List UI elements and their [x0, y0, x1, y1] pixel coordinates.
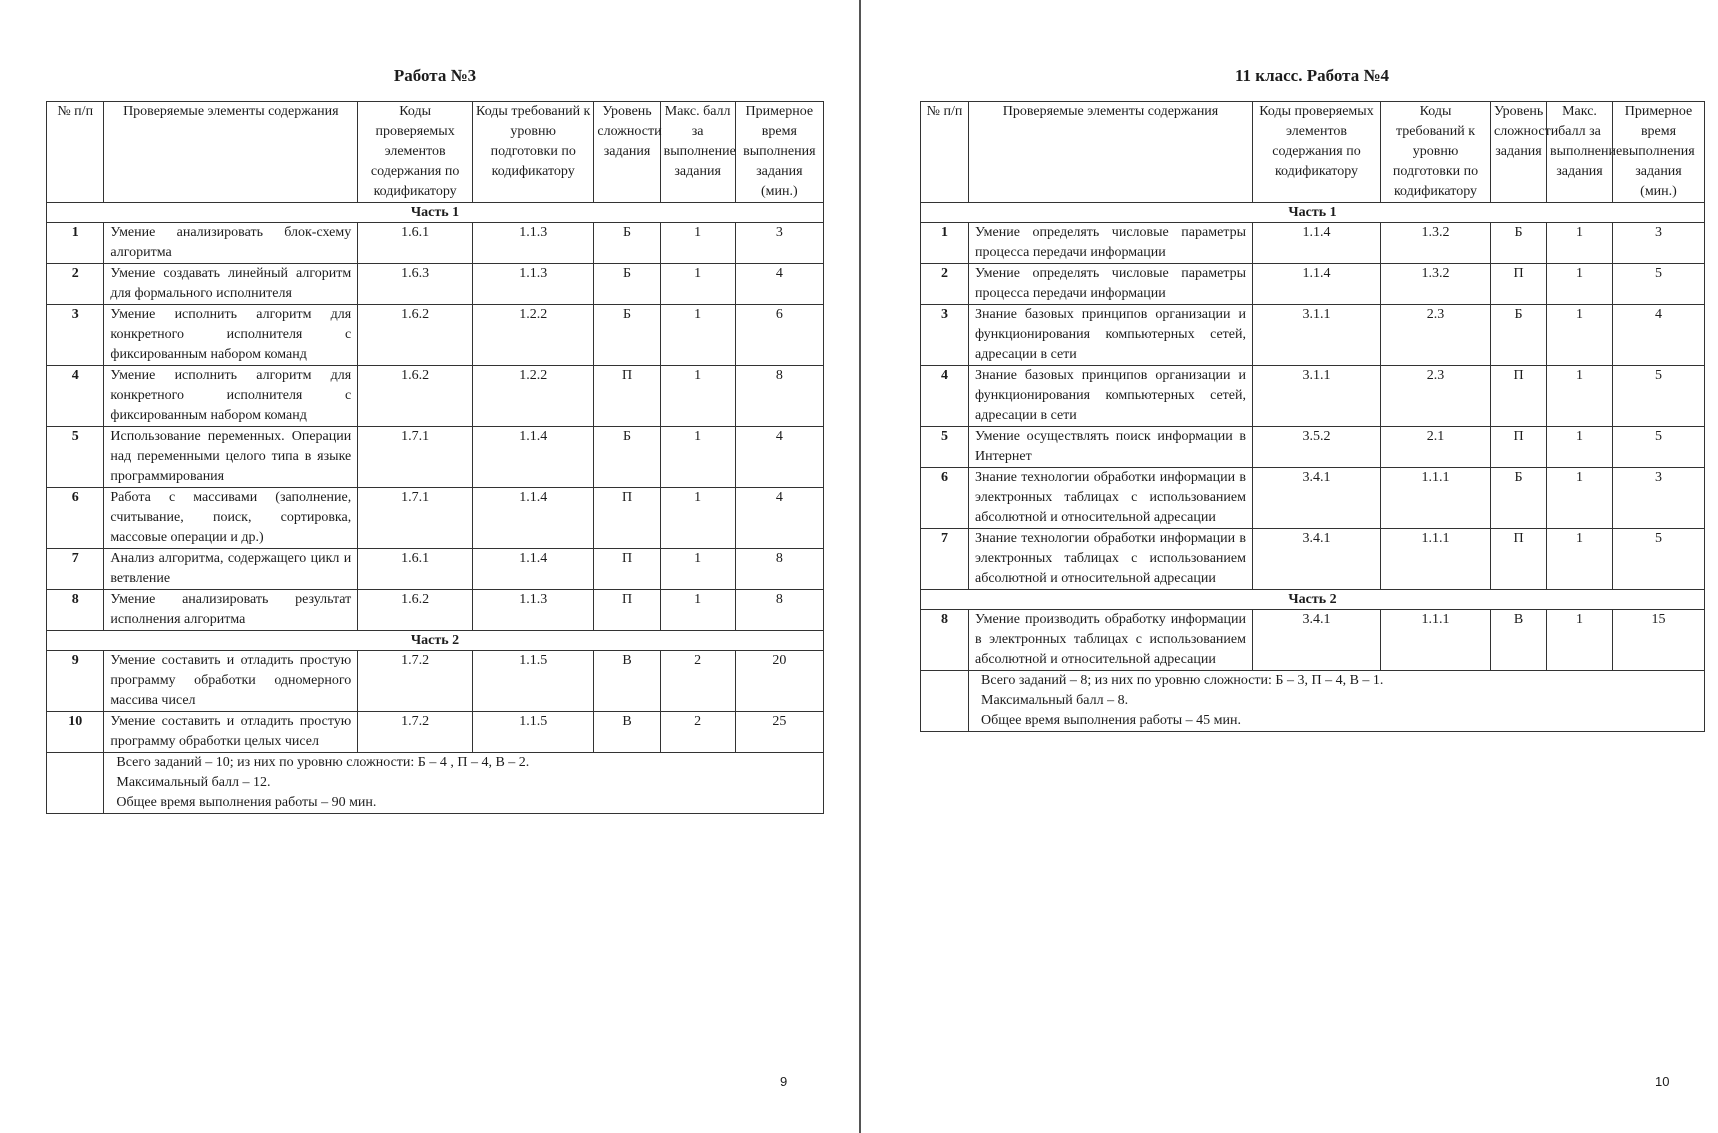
requirement-code: 1.1.1	[1381, 468, 1491, 529]
table-header-row	[47, 102, 824, 203]
part-label: Часть 1	[921, 203, 1705, 223]
task-number: 5	[921, 427, 969, 468]
task-description: Умение осуществлять поиск информации в Интернет	[969, 427, 1253, 468]
table-row	[47, 366, 824, 427]
table-row	[921, 427, 1705, 468]
time-minutes: 4	[735, 264, 823, 305]
difficulty-level: Б	[594, 427, 660, 488]
part-label: Часть 1	[47, 203, 824, 223]
max-score: 1	[1547, 305, 1613, 366]
header-codes-elements: Коды проверяемых элементов содержания по кодификатору	[358, 102, 473, 203]
max-score: 1	[660, 223, 735, 264]
header-time: Примерное время выполнения задания (мин.)	[1613, 102, 1705, 203]
task-description: Использование переменных. Операции над переменными целого типа в языке программирования	[104, 427, 358, 488]
table-header-row	[921, 102, 1705, 203]
max-score: 1	[660, 488, 735, 549]
task-description: Умение определять числовые параметры процесса передачи информации	[969, 264, 1253, 305]
difficulty-level: П	[1491, 366, 1547, 427]
task-number: 10	[47, 712, 104, 753]
summary-cell	[104, 753, 824, 814]
element-code: 1.6.2	[358, 590, 473, 631]
header-num: № п/п	[47, 102, 104, 203]
max-score: 1	[1547, 610, 1613, 671]
task-number: 3	[47, 305, 104, 366]
requirement-code: 1.2.2	[473, 366, 594, 427]
header-codes-elements: Коды проверяемых элементов содержания по кодификатору	[1253, 102, 1381, 203]
table-row	[47, 590, 824, 631]
task-description: Умение составить и отладить простую программу обработки целых чисел	[104, 712, 358, 753]
part-header-row	[921, 203, 1705, 223]
difficulty-level: П	[1491, 427, 1547, 468]
table-row	[921, 305, 1705, 366]
time-minutes: 5	[1613, 366, 1705, 427]
header-codes-requirements: Коды требований к уровню подготовки по кодификатору	[473, 102, 594, 203]
requirement-code: 2.3	[1381, 305, 1491, 366]
part-header-row	[921, 590, 1705, 610]
time-minutes: 5	[1613, 427, 1705, 468]
requirement-code: 1.1.4	[473, 488, 594, 549]
time-minutes: 8	[735, 366, 823, 427]
difficulty-level: В	[594, 651, 660, 712]
header-time: Примерное время выполнения задания (мин.)	[735, 102, 823, 203]
difficulty-level: П	[1491, 264, 1547, 305]
difficulty-level: Б	[594, 223, 660, 264]
time-minutes: 3	[735, 223, 823, 264]
time-minutes: 15	[1613, 610, 1705, 671]
max-score: 1	[1547, 529, 1613, 590]
task-description: Умение исполнить алгоритм для конкретного исполнителя с фиксированным набором команд	[104, 305, 358, 366]
max-score: 2	[660, 651, 735, 712]
difficulty-level: П	[594, 488, 660, 549]
requirement-code: 1.1.3	[473, 264, 594, 305]
element-code: 1.1.4	[1253, 223, 1381, 264]
table-row	[47, 651, 824, 712]
table-row	[47, 712, 824, 753]
element-code: 1.6.1	[358, 223, 473, 264]
task-description: Знание базовых принципов организации и функционирования компьютерных сетей, адресации в сети	[969, 305, 1253, 366]
task-description: Работа с массивами (заполнение, считывание, поиск, сортировка, массовые операции и др.)	[104, 488, 358, 549]
difficulty-level: П	[594, 366, 660, 427]
task-number: 5	[47, 427, 104, 488]
header-codes-requirements: Коды требований к уровню подготовки по кодификатору	[1381, 102, 1491, 203]
task-description: Умение создавать линейный алгоритм для формального исполнителя	[104, 264, 358, 305]
max-score: 1	[660, 264, 735, 305]
max-score: 1	[1547, 366, 1613, 427]
table-row	[47, 223, 824, 264]
header-num: № п/п	[921, 102, 969, 203]
table-body-left	[47, 203, 824, 814]
task-number: 4	[921, 366, 969, 427]
max-score: 1	[1547, 468, 1613, 529]
difficulty-level: П	[1491, 529, 1547, 590]
element-code: 3.1.1	[1253, 305, 1381, 366]
table-row	[921, 468, 1705, 529]
task-number: 8	[47, 590, 104, 631]
requirement-code: 1.1.1	[1381, 610, 1491, 671]
requirement-code: 1.1.3	[473, 590, 594, 631]
assessment-table	[920, 101, 1705, 732]
difficulty-level: Б	[1491, 223, 1547, 264]
task-number: 9	[47, 651, 104, 712]
task-description: Знание технологии обработки информации в электронных таблицах с использованием абсолютной и относительной адресации	[969, 468, 1253, 529]
requirement-code: 1.1.5	[473, 651, 594, 712]
task-description: Умение исполнить алгоритм для конкретного исполнителя с фиксированным набором команд	[104, 366, 358, 427]
time-minutes: 4	[1613, 305, 1705, 366]
max-score: 1	[1547, 223, 1613, 264]
time-minutes: 8	[735, 549, 823, 590]
time-minutes: 20	[735, 651, 823, 712]
time-minutes: 25	[735, 712, 823, 753]
header-level: Уровень сложности задания	[594, 102, 660, 203]
summary-line1: Всего заданий – 10; из них по уровню сложности: Б – 4 , П – 4, В – 2.	[116, 755, 530, 770]
max-score: 1	[660, 590, 735, 631]
task-number: 3	[921, 305, 969, 366]
element-code: 1.6.2	[358, 366, 473, 427]
element-code: 1.7.1	[358, 488, 473, 549]
time-minutes: 4	[735, 488, 823, 549]
task-description: Умение производить обработку информации в электронных таблицах с использованием абсолютной и относительной адресации	[969, 610, 1253, 671]
element-code: 3.4.1	[1253, 468, 1381, 529]
page-number: 9	[780, 1074, 788, 1089]
summary-line1: Всего заданий – 8; из них по уровню сложности: Б – 3, П – 4, В – 1.	[981, 673, 1384, 688]
time-minutes: 8	[735, 590, 823, 631]
summary-line2: Максимальный балл – 8.	[981, 693, 1129, 708]
summary-line3: Общее время выполнения работы – 90 мин.	[116, 795, 377, 810]
element-code: 1.6.3	[358, 264, 473, 305]
header-max-score: Макс. балл за выполнение задания	[1547, 102, 1613, 203]
part-label: Часть 2	[47, 631, 824, 651]
task-description: Умение составить и отладить простую программу обработки одномерного массива чисел	[104, 651, 358, 712]
table-row	[47, 549, 824, 590]
task-description: Анализ алгоритма, содержащего цикл и ветвление	[104, 549, 358, 590]
max-score: 1	[660, 549, 735, 590]
time-minutes: 4	[735, 427, 823, 488]
task-number: 8	[921, 610, 969, 671]
requirement-code: 2.1	[1381, 427, 1491, 468]
requirement-code: 1.1.1	[1381, 529, 1491, 590]
element-code: 1.7.2	[358, 651, 473, 712]
requirement-code: 1.3.2	[1381, 223, 1491, 264]
difficulty-level: В	[1491, 610, 1547, 671]
difficulty-level: П	[594, 590, 660, 631]
part-header-row	[47, 203, 824, 223]
task-description: Умение определять числовые параметры процесса передачи информации	[969, 223, 1253, 264]
right-page	[862, 0, 1718, 1133]
difficulty-level: П	[594, 549, 660, 590]
max-score: 2	[660, 712, 735, 753]
table-row	[921, 366, 1705, 427]
difficulty-level: В	[594, 712, 660, 753]
part-header-row	[47, 631, 824, 651]
time-minutes: 6	[735, 305, 823, 366]
max-score: 1	[660, 427, 735, 488]
table-row	[921, 529, 1705, 590]
difficulty-level: Б	[1491, 305, 1547, 366]
page-title: Работа №3	[393, 66, 477, 85]
element-code: 1.7.1	[358, 427, 473, 488]
element-code: 1.6.2	[358, 305, 473, 366]
summary-row	[921, 671, 1705, 732]
element-code: 1.7.2	[358, 712, 473, 753]
time-minutes: 3	[1613, 223, 1705, 264]
element-code: 1.6.1	[358, 549, 473, 590]
summary-cell	[969, 671, 1705, 732]
element-code: 3.5.2	[1253, 427, 1381, 468]
element-code: 3.1.1	[1253, 366, 1381, 427]
table-row	[47, 488, 824, 549]
table-row	[921, 264, 1705, 305]
element-code: 3.4.1	[1253, 610, 1381, 671]
element-code: 3.4.1	[1253, 529, 1381, 590]
difficulty-level: Б	[1491, 468, 1547, 529]
summary-line2: Максимальный балл – 12.	[116, 775, 271, 790]
summary-line3: Общее время выполнения работы – 45 мин.	[981, 713, 1242, 728]
table-row	[921, 610, 1705, 671]
page-title: 11 класс. Работа №4	[1234, 66, 1390, 85]
task-number: 2	[921, 264, 969, 305]
task-number: 1	[921, 223, 969, 264]
assessment-table	[46, 101, 824, 814]
task-number: 2	[47, 264, 104, 305]
max-score: 1	[1547, 264, 1613, 305]
task-description: Знание базовых принципов организации и функционирования компьютерных сетей, адресации в сети	[969, 366, 1253, 427]
table-body-right	[921, 203, 1705, 732]
time-minutes: 3	[1613, 468, 1705, 529]
header-max-score: Макс. балл за выполнение задания	[660, 102, 735, 203]
requirement-code: 1.1.3	[473, 223, 594, 264]
table-row	[921, 223, 1705, 264]
max-score: 1	[1547, 427, 1613, 468]
requirement-code: 1.2.2	[473, 305, 594, 366]
header-elements: Проверяемые элементы содержания	[969, 102, 1253, 203]
difficulty-level: Б	[594, 264, 660, 305]
table-row	[47, 264, 824, 305]
task-description: Умение анализировать блок-схему алгоритма	[104, 223, 358, 264]
requirement-code: 2.3	[1381, 366, 1491, 427]
time-minutes: 5	[1613, 264, 1705, 305]
page-divider	[859, 0, 861, 1133]
table-row	[47, 305, 824, 366]
task-description: Умение анализировать результат исполнения алгоритма	[104, 590, 358, 631]
task-description: Знание технологии обработки информации в электронных таблицах с использованием абсолютной и относительной адресации	[969, 529, 1253, 590]
task-number: 7	[921, 529, 969, 590]
table-row	[47, 427, 824, 488]
time-minutes: 5	[1613, 529, 1705, 590]
task-number: 7	[47, 549, 104, 590]
summary-row	[47, 753, 824, 814]
difficulty-level: Б	[594, 305, 660, 366]
requirement-code: 1.1.4	[473, 549, 594, 590]
task-number: 1	[47, 223, 104, 264]
requirement-code: 1.1.5	[473, 712, 594, 753]
requirement-code: 1.3.2	[1381, 264, 1491, 305]
max-score: 1	[660, 366, 735, 427]
max-score: 1	[660, 305, 735, 366]
requirement-code: 1.1.4	[473, 427, 594, 488]
summary-empty-cell	[921, 671, 969, 732]
element-code: 1.1.4	[1253, 264, 1381, 305]
task-number: 6	[921, 468, 969, 529]
task-number: 6	[47, 488, 104, 549]
part-label: Часть 2	[921, 590, 1705, 610]
task-number: 4	[47, 366, 104, 427]
summary-empty-cell	[47, 753, 104, 814]
page-number: 10	[1655, 1074, 1670, 1089]
header-level: Уровень сложности задания	[1491, 102, 1547, 203]
header-elements: Проверяемые элементы содержания	[104, 102, 358, 203]
